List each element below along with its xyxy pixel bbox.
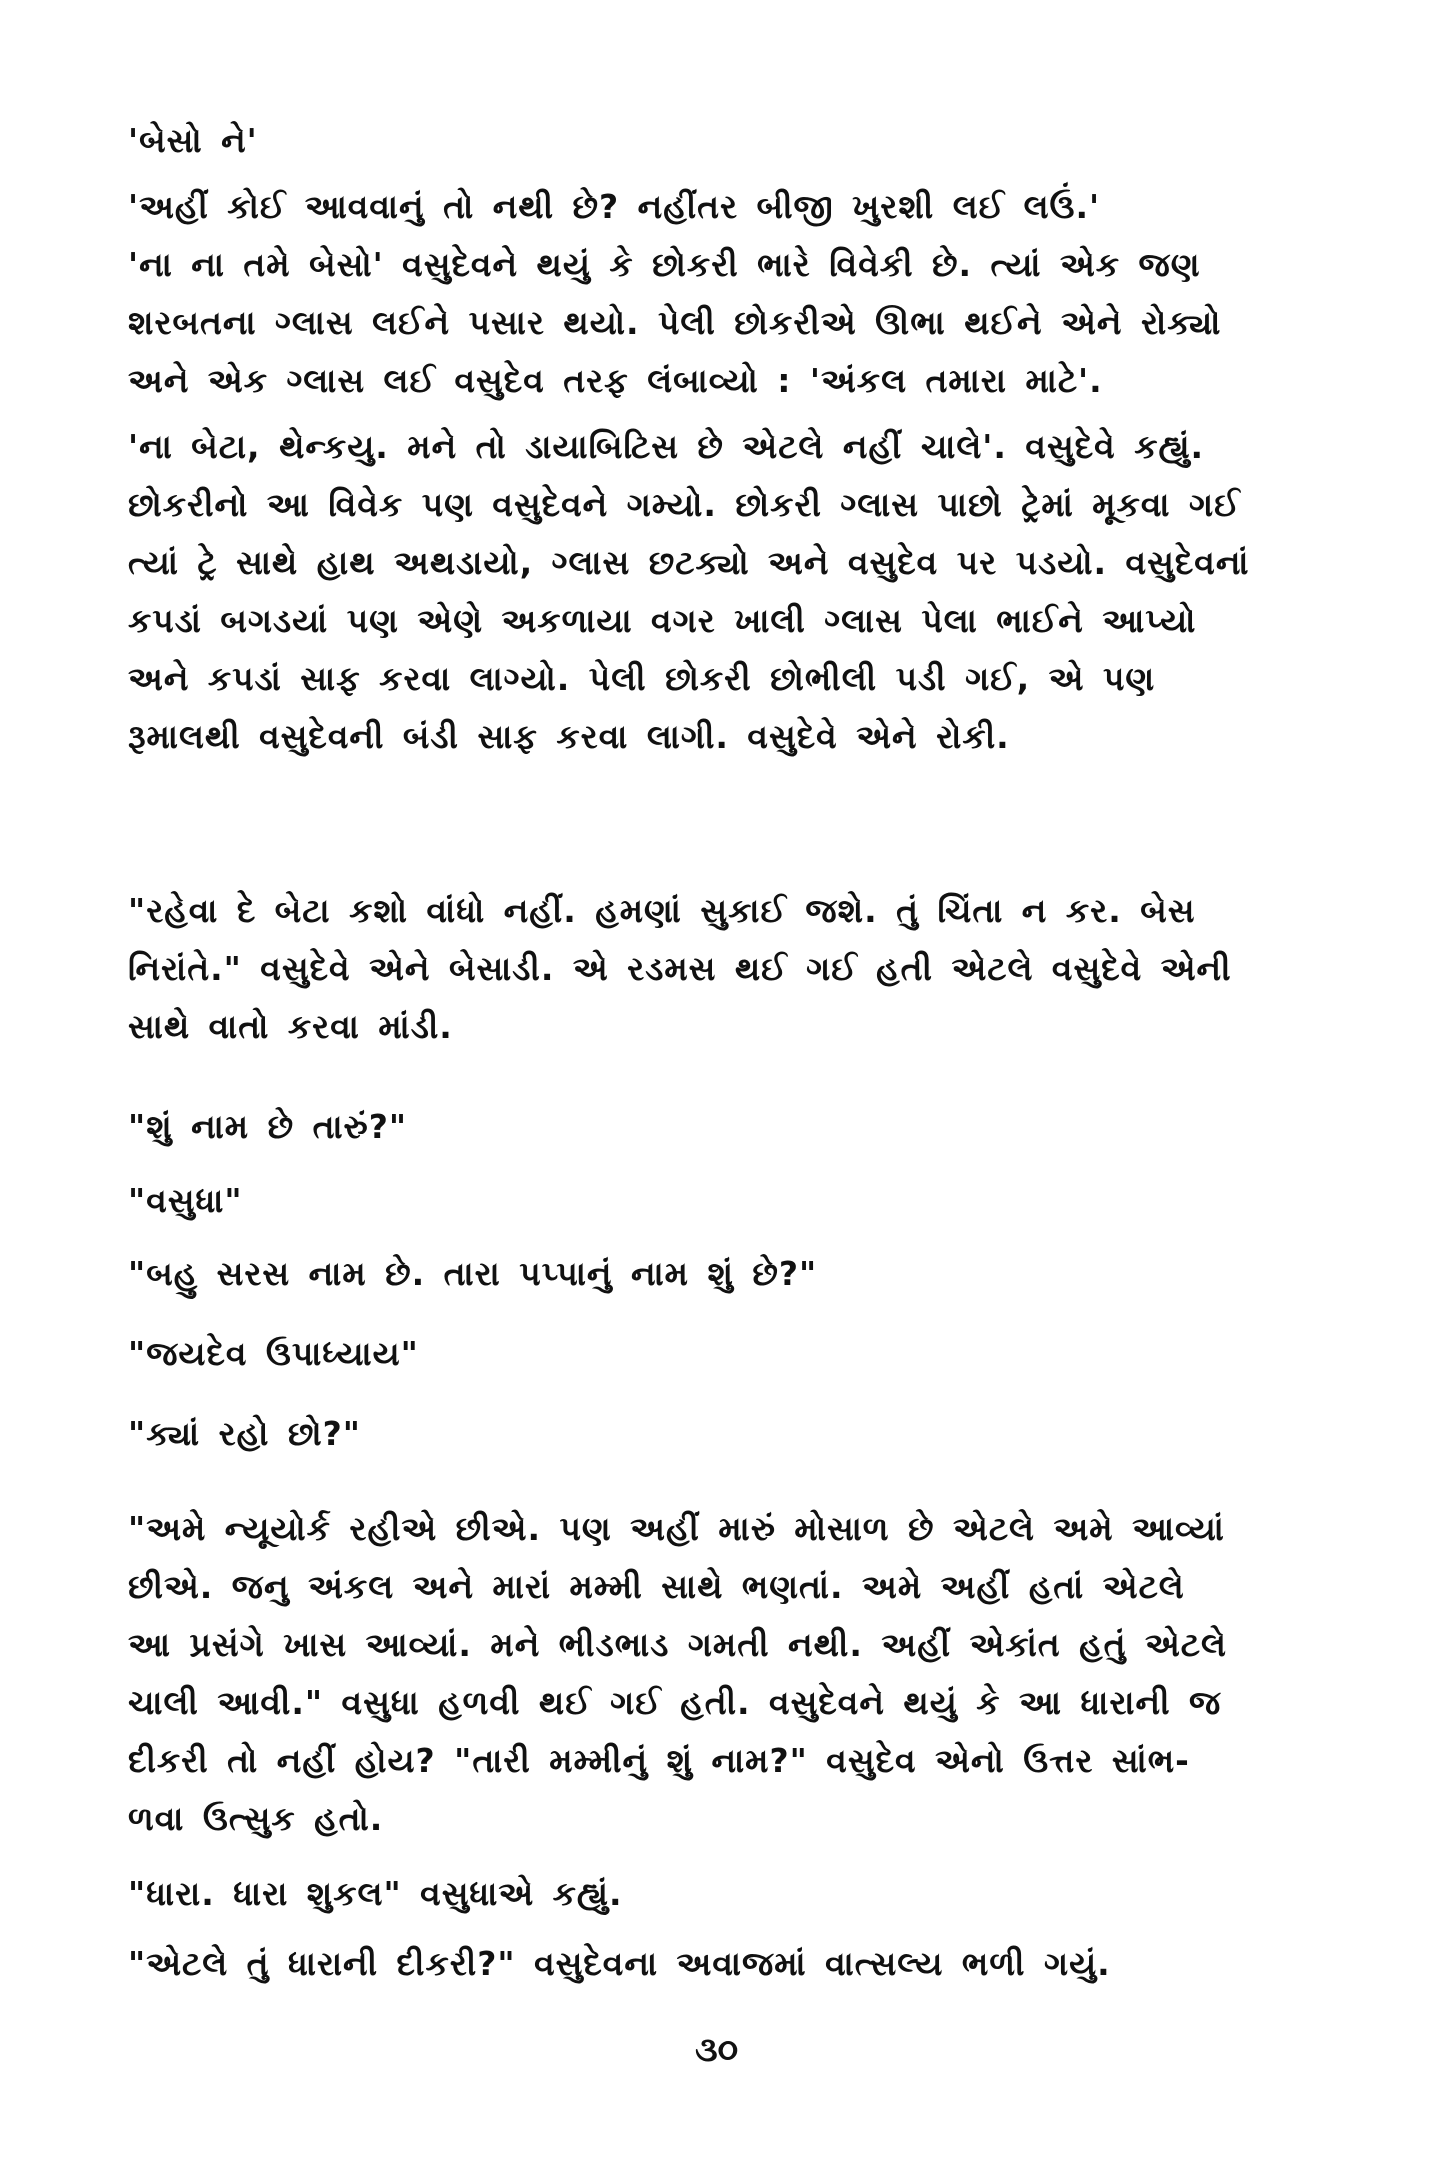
dialogue-line [128, 1935, 1308, 1993]
dialogue-line [128, 1325, 1308, 1383]
text-line: 'બેસો ને' [128, 121, 258, 160]
page-number: ૩૦ [694, 2030, 739, 2070]
text-line: "શું નામ છે તારું?" [128, 1107, 408, 1146]
text-line: "ધારા. ધારા શુકલ" વસુધાએ કહ્યું. [128, 1874, 623, 1913]
dialogue-line [128, 1098, 1308, 1156]
paragraph-1 [128, 112, 1308, 170]
text-line: ળવા ઉત્સુક હતો. [128, 1799, 384, 1838]
text-line: 'ના ના તમે બેસો' વસુદેવને થયું કે છોકરી ભારે વિવેકી છે. ત્યાં એક જણ [128, 245, 1201, 284]
dialogue-line [128, 1172, 1308, 1230]
text-line: 'ના બેટા, થેન્કયુ. મને તો ડાયાબિટિસ છે એટલે નહીં ચાલે'. વસુદેવે કહ્યું. [128, 427, 1205, 466]
text-line: ત્યાં ટ્રે સાથે હાથ અથડાયો, ગ્લાસ છટક્યો અને વસુદેવ પર પડયો. વસુદેવનાં [128, 543, 1250, 582]
text-line: "બહુ સરસ નામ છે. તારા પપ્પાનું નામ શું છે?" [128, 1254, 818, 1293]
text-line: "રહેવા દે બેટા કશો વાંધો નહીં. હમણાં સુકાઈ જશે. તું ચિંતા ન કર. બેસ [128, 891, 1196, 930]
text-line: અને એક ગ્લાસ લઈ વસુદેવ તરફ લંબાવ્યો : 'અંકલ તમારા માટે'. [128, 361, 1103, 400]
paragraph-4 [128, 882, 1308, 1056]
text-line: "ક્યાં રહો છો?" [128, 1414, 361, 1453]
text-line: "જયદેવ ઉપાધ્યાય" [128, 1334, 419, 1373]
text-line: શરબતના ગ્લાસ લઈને પસાર થયો. પેલી છોકરીએ ઊભા થઈને એને રોક્યો [128, 303, 1222, 342]
paragraph-3 [128, 418, 1308, 766]
dialogue-line [128, 1405, 1308, 1463]
text-line: નિરાંતે." વસુદેવે એને બેસાડી. એ રડમસ થઈ ગઈ હતી એટલે વસુદેવે એની [128, 949, 1232, 988]
text-line: આ પ્રસંગે ખાસ આવ્યાં. મને ભીડભાડ ગમતી નથી. અહીં એકાંત હતું એટલે [128, 1625, 1227, 1664]
text-line: રૂમાલથી વસુદેવની બંડી સાફ કરવા લાગી. વસુદેવે એને રોકી. [128, 717, 1010, 756]
text-line: 'અહીં કોઈ આવવાનું તો નથી છે? નહીંતર બીજી ખુરશી લઈ લઉં.' [128, 187, 1101, 226]
dialogue-line [128, 1865, 1308, 1923]
text-line: દીકરી તો નહીં હોય? "તારી મમ્મીનું શું નામ?" વસુદેવ એનો ઉત્તર સાંભ- [128, 1741, 1190, 1780]
text-line: સાથે વાતો કરવા માંડી. [128, 1007, 453, 1046]
text-line: કપડાં બગડયાં પણ એણે અકળાયા વગર ખાલી ગ્લાસ પેલા ભાઈને આપ્યો [128, 601, 1197, 640]
dialogue-line [128, 1245, 1308, 1303]
text-line: "વસુધા" [128, 1181, 243, 1220]
paragraph-2 [128, 178, 1308, 410]
text-line: અને કપડાં સાફ કરવા લાગ્યો. પેલી છોકરી છોભીલી પડી ગઈ, એ પણ [128, 659, 1156, 698]
text-line: છોકરીનો આ વિવેક પણ વસુદેવને ગમ્યો. છોકરી ગ્લાસ પાછો ટ્રેમાં મૂકવા ગઈ [128, 485, 1241, 524]
text-line: "અમે ન્યૂયોર્ક રહીએ છીએ. પણ અહીં મારું મોસાળ છે એટલે અમે આવ્યાં [128, 1509, 1225, 1548]
text-line: "એટલે તું ધારાની દીકરી?" વસુદેવના અવાજમાં વાત્સલ્ય ભળી ગયું. [128, 1944, 1111, 1983]
text-line: ચાલી આવી." વસુધા હળવી થઈ ગઈ હતી. વસુદેવને થયું કે આ ધારાની જ [128, 1683, 1222, 1722]
text-line: છીએ. જનુ અંકલ અને મારાં મમ્મી સાથે ભણતાં. અમે અહીં હતાં એટલે [128, 1567, 1185, 1606]
paragraph-10 [128, 1500, 1308, 1848]
